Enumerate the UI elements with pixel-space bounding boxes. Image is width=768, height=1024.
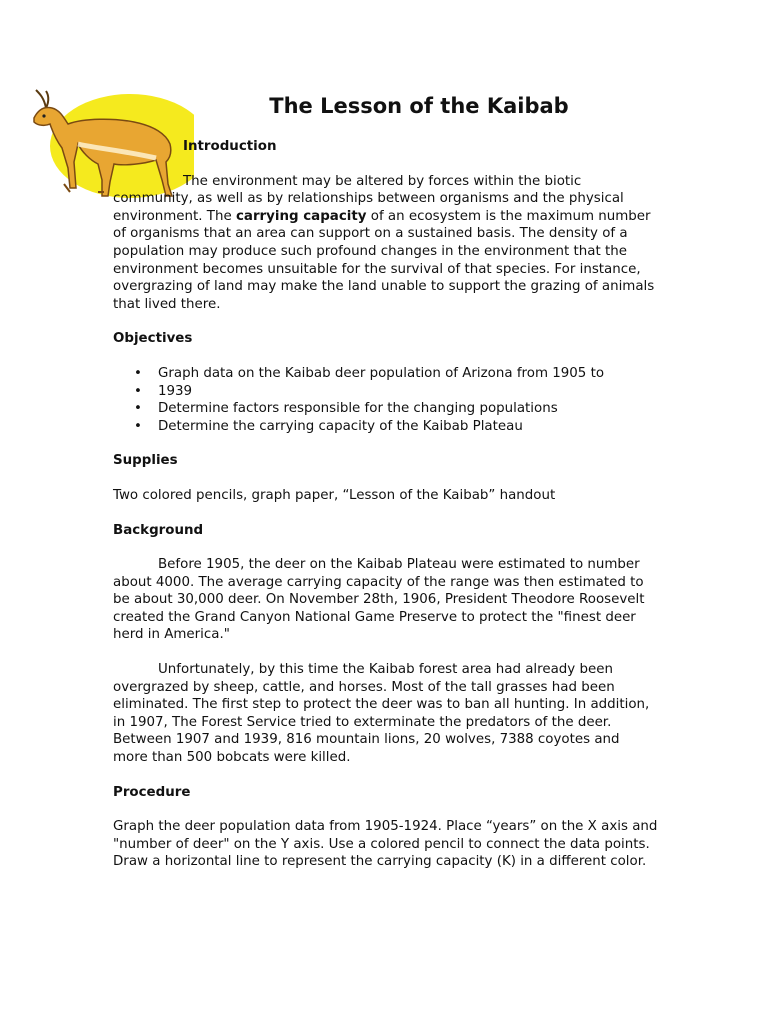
background-paragraph: Before 1905, the deer on the Kaibab Plateau were estimated to number about 4000. The average carrying capacity of the range was then estimated to be about 30,000 deer. On November 28th, 1906, President Theodore Roosevelt created the Grand Canyon National Game Preserve to protect the "finest deer herd in America." — [113, 557, 645, 643]
introduction-paragraph — [113, 173, 658, 314]
background-paragraph: Unfortunately, by this time the Kaibab forest area had already been overgrazed by sheep, cattle, and horses. Most of the tall grasses had been eliminated. The first step to protect the deer was to ban all hunting. In addition, in 1907, The Forest Service tried to exterminate the predators of the deer. Between 1907 and 1939, 816 mountain lions, 20 wolves, 7388 coyotes and more than 500 bobcats were killed. — [113, 662, 650, 766]
objective-item: • Determine factors responsible for the changing populations — [158, 400, 658, 418]
background-heading: Background — [113, 522, 204, 538]
introduction-heading: Introduction — [183, 139, 277, 154]
objectives-heading: Objectives — [113, 331, 193, 347]
supplies-heading: Supplies — [113, 453, 178, 469]
introduction-text-end: of an ecosystem is the maximum number of organisms that an area can support on a sustained basis. The density of a population may produce such profound changes in the environment that the environment becomes unsuitable for the survival of that species. For instance, overgrazing of land may make the land unable to support the grazing of animals that lived there. — [113, 208, 655, 312]
introduction-text-start: The environment may be altered by forces within the biotic community, as well as by relationships between organisms and the physical environment. The — [113, 173, 624, 224]
procedure-text: Graph the deer population data from 1905-1924. Place “years” on the X axis and "number of deer" on the Y axis. Use a colored pencil to connect the data points. Draw a horizontal line to represent the carrying capacity (K) in a different color. — [113, 819, 658, 870]
objectives-list — [113, 365, 658, 435]
procedure-heading: Procedure — [113, 784, 191, 800]
supplies-text: Two colored pencils, graph paper, “Lesson of the Kaibab” handout — [113, 487, 556, 503]
objective-item: • Graph data on the Kaibab deer population of Arizona from 1905 to — [158, 365, 658, 383]
objective-item: • 1939 — [158, 383, 658, 401]
objective-item: • Determine the carrying capacity of the Kaibab Plateau — [158, 418, 658, 436]
carrying-capacity-term: carrying capacity — [235, 208, 367, 224]
document-body — [113, 138, 658, 888]
page-title: The Lesson of the Kaibab — [269, 94, 569, 118]
